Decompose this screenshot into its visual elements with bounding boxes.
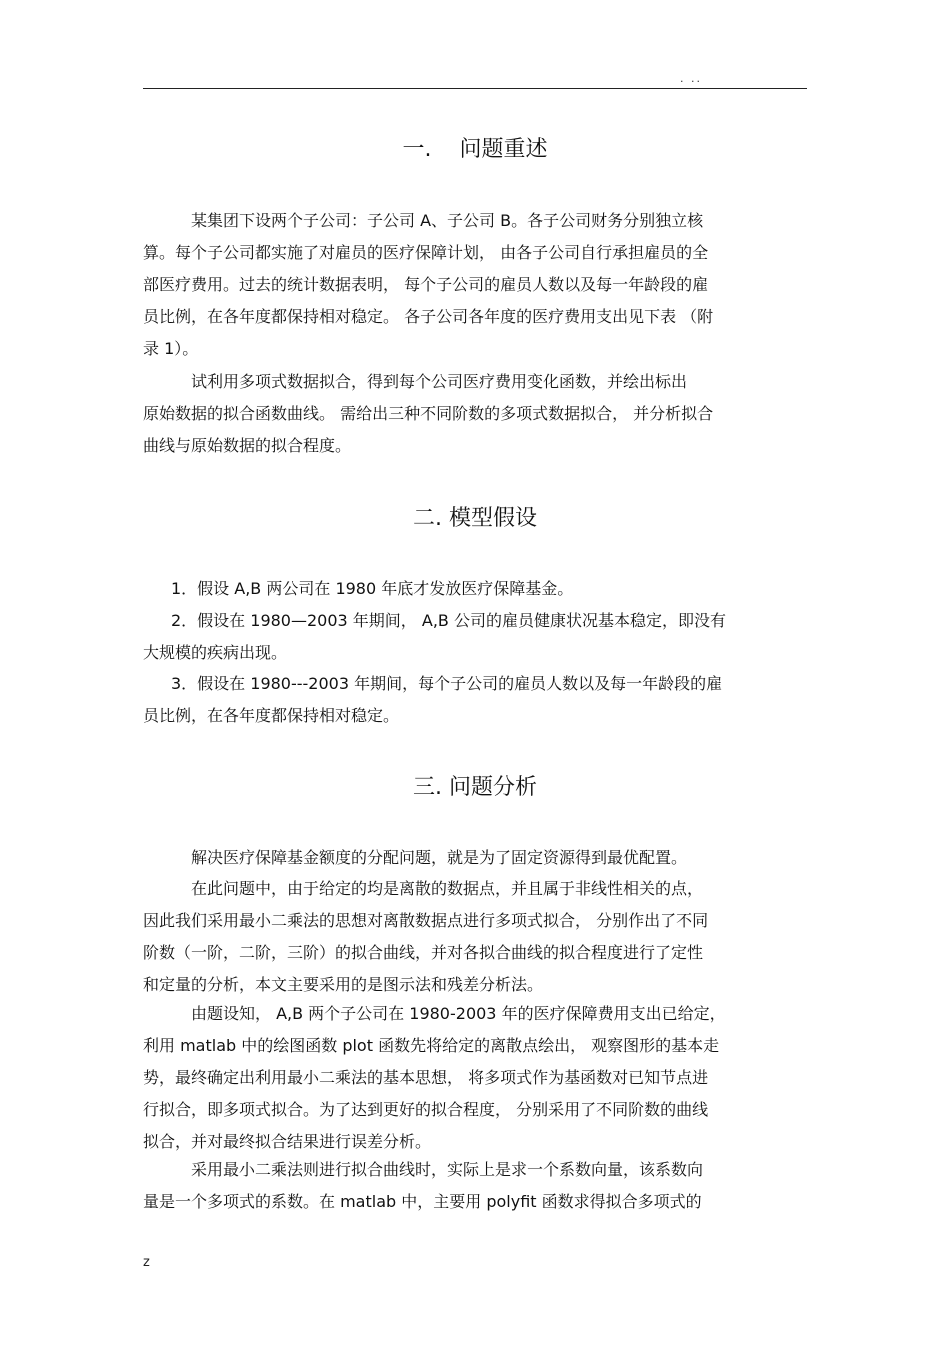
section-title-model-assumptions: 二. 模型假设	[413, 506, 537, 531]
paragraph	[143, 998, 807, 1158]
text-line: 在此问题中，由于给定的均是离散的数据点，并且属于非线性相关的点，	[191, 879, 704, 898]
assumption-item	[143, 573, 807, 605]
text-line: 某集团下设两个子公司：子公司 A、子公司 B。各子公司财务分别独立核	[191, 211, 704, 230]
text-line: 1．假设 A,B 两公司在 1980 年底才发放医疗保障基金。	[171, 579, 574, 598]
section-title-problem-restatement: 一. 问题重述	[402, 137, 548, 162]
paragraph	[143, 842, 807, 874]
text-line: 势，最终确定出利用最小二乘法的基本思想， 将多项式作为基函数对已知节点进	[143, 1068, 709, 1087]
text-line: 员比例，在各年度都保持相对稳定。	[143, 706, 400, 725]
text-line: 解决医疗保障基金额度的分配问题，就是为了固定资源得到最优配置。	[191, 848, 688, 867]
text-line: 试利用多项式数据拟合，得到每个公司医疗费用变化函数，并绘出标出	[191, 372, 688, 391]
text-line: 算。每个子公司都实施了对雇员的医疗保障计划， 由各子公司自行承担雇员的全	[143, 243, 709, 262]
text-line: 量是一个多项式的系数。在 matlab 中，主要用 polyfit 函数求得拟合多项式的	[143, 1192, 702, 1211]
paragraph	[143, 873, 807, 1001]
text-line: 部医疗费用。过去的统计数据表明， 每个子公司的雇员人数以及每一年龄段的雇	[143, 275, 709, 294]
text-line: 行拟合，即多项式拟合。为了达到更好的拟合程度， 分别采用了不同阶数的曲线	[143, 1100, 709, 1119]
text-line: 录 1）。	[143, 339, 199, 358]
paragraph	[143, 366, 807, 462]
text-line: 2．假设在 1980—2003 年期间， A,B 公司的雇员健康状况基本稳定，即没有	[171, 611, 726, 630]
section-title-problem-analysis: 三. 问题分析	[413, 775, 537, 800]
text-line: 3．假设在 1980---2003 年期间，每个子公司的雇员人数以及每一年龄段的雇	[171, 674, 723, 693]
paragraph	[143, 205, 807, 365]
assumption-item	[143, 668, 807, 732]
text-line: 采用最小二乘法则进行拟合曲线时，实际上是求一个系数向量，该系数向	[191, 1160, 704, 1179]
text-line: 曲线与原始数据的拟合程度。	[143, 436, 352, 455]
text-line: 大规模的疾病出现。	[143, 643, 288, 662]
text-line: 利用 matlab 中的绘图函数 plot 函数先将给定的离散点绘出， 观察图形的基本走	[143, 1036, 720, 1055]
text-line: 拟合，并对最终拟合结果进行误差分析。	[143, 1132, 432, 1151]
text-line: 阶数（一阶，二阶，三阶）的拟合曲线，并对各拟合曲线的拟合程度进行了定性	[143, 943, 704, 962]
header-mark: . ..	[680, 72, 702, 85]
text-line: 由题设知， A,B 两个子公司在 1980-2003 年的医疗保障费用支出已给定，	[191, 1004, 726, 1023]
footer-mark: z	[143, 1255, 150, 1270]
text-line: 员比例，在各年度都保持相对稳定。 各子公司各年度的医疗费用支出见下表 （附	[143, 307, 714, 326]
header-rule	[143, 88, 807, 89]
text-line: 原始数据的拟合函数曲线。 需给出三种不同阶数的多项式数据拟合， 并分析拟合	[143, 404, 714, 423]
assumption-item	[143, 605, 807, 669]
text-line: 因此我们采用最小二乘法的思想对离散数据点进行多项式拟合， 分别作出了不同	[143, 911, 709, 930]
paragraph	[143, 1154, 807, 1218]
text-line: 和定量的分析，本文主要采用的是图示法和残差分析法。	[143, 975, 544, 994]
